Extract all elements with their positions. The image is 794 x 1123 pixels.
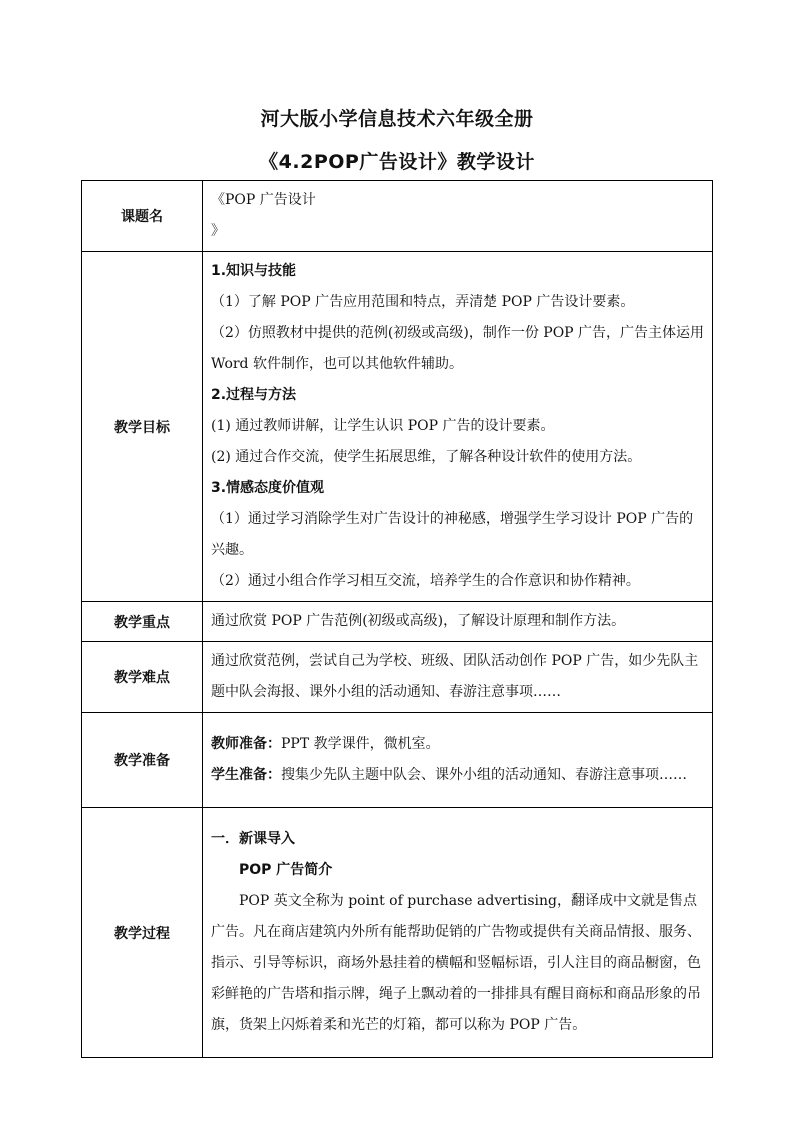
lesson-plan-table	[81, 180, 713, 1058]
row-process	[82, 808, 713, 1058]
row-difficulties	[82, 642, 713, 713]
difficulties-text: 通过欣赏范例，尝试自己为学校、班级、团队活动创作 POP 广告，如少先队主题中队会海报、课外小组的活动通知、春游注意事项……	[203, 642, 713, 713]
student-prep-text: 搜集少先队主题中队会、课外小组的活动通知、春游注意事项……	[281, 767, 687, 783]
label-process: 教学过程	[82, 808, 203, 1058]
process-body: POP 英文全称为 point of purchase advertising，翻译成中文就是售点广告。凡在商店建筑内外所有能帮助促销的广告物或提供有关商品情报、服务、指示、引导等标识，商场外悬挂着的横幅和竖幅标语，引人注目的商品橱窗，色彩鲜艳的广告塔和指示牌，绳子上飘动着的一排排具有醒目商标和商品形象的吊旗，货架上闪烁着柔和光芒的灯箱，都可以称为 POP 广告。	[211, 893, 701, 1033]
document-subtitle: 《4.2POP广告设计》教学设计	[259, 151, 535, 173]
label-key-points: 教学重点	[82, 602, 203, 642]
objective-text: （1）通过学习消除学生对广告设计的神秘感，增强学生学习设计 POP 广告的兴趣。	[211, 511, 694, 558]
objective-text: (2) 通过合作交流，使学生拓展思维，了解各种设计软件的使用方法。	[211, 449, 642, 465]
document-title: 河大版小学信息技术六年级全册	[260, 108, 534, 130]
process-subheading: POP 广告简介	[239, 862, 333, 878]
objective-text: （2）仿照教材中提供的范例(初级或高级)，制作一份 POP 广告，广告主体运用 Word 软件制作，也可以其他软件辅助。	[211, 325, 705, 372]
teacher-prep-text: PPT 教学课件，微机室。	[281, 736, 440, 752]
key-points-text: 通过欣赏 POP 广告范例(初级或高级)，了解设计原理和制作方法。	[203, 602, 713, 642]
objective-heading-process: 2.过程与方法	[211, 387, 297, 403]
objective-heading-attitude: 3.情感态度价值观	[211, 480, 325, 496]
objectives-content	[203, 252, 713, 602]
objective-text: （1）了解 POP 广告应用范围和特点，弄清楚 POP 广告设计要素。	[211, 294, 635, 310]
student-prep-label: 学生准备：	[211, 767, 281, 783]
row-topic	[82, 181, 713, 252]
row-objectives	[82, 252, 713, 602]
label-objectives: 教学目标	[82, 252, 203, 602]
objective-text: (1) 通过教师讲解，让学生认识 POP 广告的设计要素。	[211, 418, 555, 434]
row-preparation	[82, 713, 713, 808]
label-preparation: 教学准备	[82, 713, 203, 808]
preparation-content	[203, 713, 713, 808]
label-difficulties: 教学难点	[82, 642, 203, 713]
objective-text: （2）通过小组合作学习相互交流，培养学生的合作意识和协作精神。	[211, 573, 640, 589]
topic-value	[203, 181, 713, 252]
topic-line-1: 《POP 广告设计	[211, 192, 316, 208]
objective-heading-knowledge: 1.知识与技能	[211, 263, 297, 279]
process-content	[203, 808, 713, 1058]
label-topic: 课题名	[82, 181, 203, 252]
process-section-heading: 一．新课导入	[211, 831, 295, 847]
teacher-prep-label: 教师准备：	[211, 736, 281, 752]
topic-line-2: 》	[211, 223, 225, 239]
row-key-points	[82, 602, 713, 642]
